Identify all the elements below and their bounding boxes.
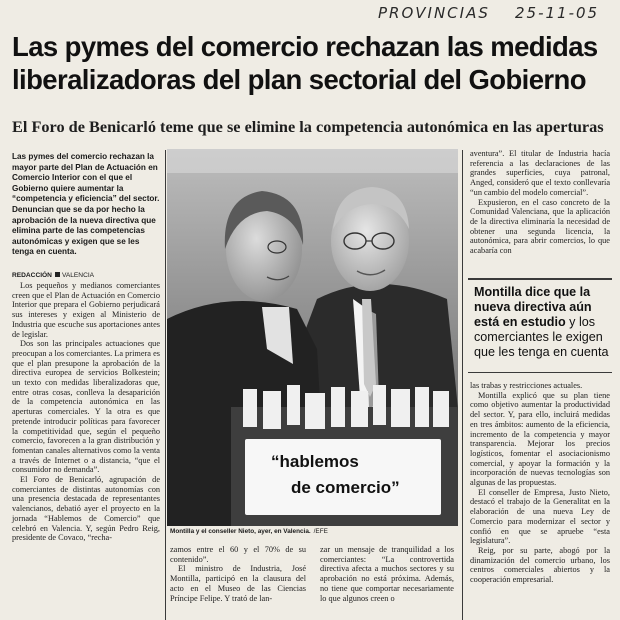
pullquote-normal: y los comerciantes le exigen que les tenga en cuenta [474,315,609,359]
pullquote-rule-top [468,278,612,280]
article-column-2 [170,545,306,603]
paragraph: Montilla explicó que su plan tiene como objetivo aumentar la productividad del sector. Y, para ello, incluirá medidas en tres ámbitos: aumento de la eficiencia, incremento de la competencia y mayor transparencia. Mejorar los precios logísticos, fomentar el asociacionismo comercial, y apoyar la formación y la incorporación de nuevas tecnologías son algunas de las propuestas. [470,390,610,488]
byline-author: REDACCIÓN [12,272,52,279]
pullquote-bold: Montilla dice que la nueva directiva aún está en estudio [474,285,592,329]
article-column-3 [320,545,454,603]
news-photo [167,149,458,526]
paragraph: las trabas y restricciones actuales. [470,381,583,390]
column-rule [462,150,463,620]
headline: Las pymes del comercio rechazan las medidas liberalizadoras del plan sectorial del Gobierno [12,31,598,95]
article-column-right-top [470,149,610,256]
subheadline: El Foro de Benicarló teme que se elimine la competencia autonómica en las aperturas [12,117,604,136]
photo-credit: /EFE [313,528,328,535]
column-rule [165,150,166,620]
paragraph: aventura”. El titular de Industria hacía referencia a las declaraciones de las grandes superficies, cuya patronal, Anged, consideró que el texto conllevaría “un cambio del modelo comercial”. [470,149,610,197]
handwritten-publication: PROVINCIAS [378,4,490,22]
article-column-1 [12,281,160,543]
pullquote-rule-bottom [468,372,612,373]
caption-text: Montilla y el conseller Nieto, ayer, en Valencia. [170,528,311,535]
paragraph: zar un mensaje de tranquilidad a los comerciantes: “La controvertida directiva afecta a muchos sectores y su aprobación no está próxima. Además, no tiene que comportar necesariamente lo que algunos creen o [320,545,454,603]
paragraph: El Foro de Benicarló, agrupación de comerciantes de distintas autonomías con una presencia destacada de representantes valencianos, debatió ayer el proyecto en la jornada “Hablemos de Comercio” que celebró en Valencia. Y, según Pedro Reig, presidente de Covaco, “recha- [12,475,160,543]
byline [12,272,162,280]
handwritten-date: 25-11-05 [515,4,600,22]
pullquote [474,285,610,360]
paragraph: Reig, por su parte, abogó por la dinamización del comercio urbano, los centros comerciales abiertos y la cooperación empresarial. [470,545,610,585]
paragraph: Expusieron, en el caso concreto de la Comunidad Valenciana, que la aplicación de la directiva eliminaría la necesidad de obtener una segunda licencia, la autonómica, para abrir comercios, lo que acabaría con [470,197,610,256]
byline-separator-icon [55,272,60,277]
sign-text-line2: de comercio” [291,478,400,497]
paragraph: Los pequeños y medianos comerciantes creen que el Plan de Actuación en Comercio Interior que prepara el Gobierno perjudicará sus intereses y exigen al Ministerio de Industria que escuche sus aportaciones antes de legislar. [12,281,160,339]
paragraph: Dos son las principales actuaciones que preocupan a los comerciantes. La primera es que el plan presupone la aprobación de la directiva europea de servicios Bolkestein; un texto con medidas liberalizadoras que, entre otras cosas, conlleva la desaparición de la competencia autonómica en las aperturas comerciales. Y la otra es que pretende introducir políticas para favorecer la competitividad que, según el pequeño comercio, favorecen a la gran distribución y fomentan canales alternativos como la venta a través de Internet o a distancia, “que el consumidor no demanda”. [12,339,160,475]
photo-illustration [167,149,458,526]
byline-place: VALENCIA [61,272,95,279]
lead-paragraph: Las pymes del comercio rechazan la mayor parte del Plan de Actuación en Comercio Interior con el que el Gobierno quiere aumentar la “competencia y eficiencia” del sector. Denuncian que se da por hecho la aprobación de la nueva directiva que elimina parte de las competencias autonómicas y exigen que se les tenga en cuenta. [12,152,160,257]
paragraph: El conseller de Empresa, Justo Nieto, destacó el trabajo de la Generalitat en la elaboración de una nueva Ley de Comercio para modernizar el sector y confió en que se apruebe “esta legislatura”. [470,487,610,546]
paragraph: zamos entre el 60 y el 70% de su contenido”. [170,545,306,564]
sign-text-line1: “hablemos [271,452,359,471]
photo-caption [170,528,460,536]
article-column-right-bottom [470,381,610,585]
paragraph: El ministro de Industria, José Montilla, participó en la clausura del acto en el Museo de las Ciencias Príncipe Felipe. Y trató de lan- [170,564,306,603]
